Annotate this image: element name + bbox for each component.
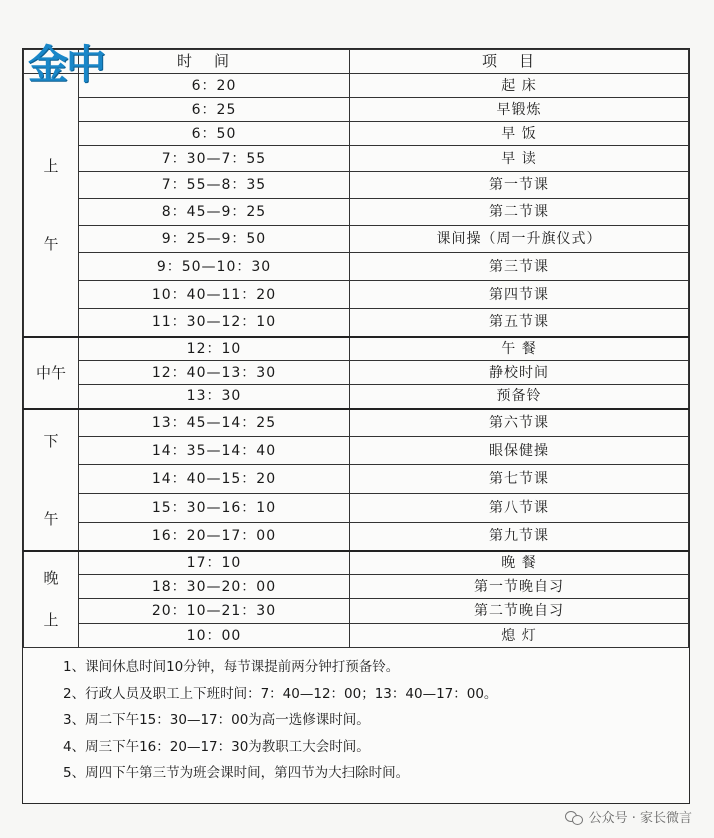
- time-cell: 15：30—16：10: [79, 494, 350, 523]
- time-cell: 11：30—12：10: [79, 309, 350, 337]
- table-row: [24, 361, 689, 385]
- item-cell: 第一节晚自习: [350, 575, 689, 599]
- time-cell: 8：45—9：25: [79, 199, 350, 226]
- time-cell: 9：50—10：30: [79, 253, 350, 281]
- notes-list: [23, 648, 689, 787]
- item-cell: 熄 灯: [350, 624, 689, 648]
- time-cell: 12：10: [79, 337, 350, 361]
- item-cell: 静校时间: [350, 361, 689, 385]
- time-cell: 12：40—13：30: [79, 361, 350, 385]
- time-cell: 6：20: [79, 74, 350, 98]
- table-row: [24, 199, 689, 226]
- table-row: [24, 172, 689, 199]
- time-cell: 7：55—8：35: [79, 172, 350, 199]
- table-row: [24, 122, 689, 146]
- table-row: [24, 309, 689, 337]
- table-row: [24, 523, 689, 551]
- time-cell: 18：30—20：00: [79, 575, 350, 599]
- watermark: [565, 807, 692, 826]
- period-label: 中午: [24, 337, 79, 409]
- table-row: [24, 337, 689, 361]
- item-cell: 预备铃: [350, 385, 689, 409]
- note-item: 3、周二下午15：30—17：00为高一选修课时间。: [63, 712, 370, 728]
- item-cell: 午 餐: [350, 337, 689, 361]
- item-cell: 第四节课: [350, 281, 689, 309]
- table-row: [24, 281, 689, 309]
- table-row: [24, 385, 689, 409]
- table-row: [24, 494, 689, 523]
- table-row: [24, 599, 689, 624]
- school-logo: 金中: [28, 42, 104, 88]
- time-cell: 10：40—11：20: [79, 281, 350, 309]
- item-cell: 眼保健操: [350, 437, 689, 465]
- period-label: 晚 上: [24, 551, 79, 648]
- time-cell: 20：10—21：30: [79, 599, 350, 624]
- time-cell: 7：30—7：55: [79, 146, 350, 172]
- item-cell: 晚 餐: [350, 551, 689, 575]
- time-cell: 6：25: [79, 98, 350, 122]
- time-cell: 13：45—14：25: [79, 409, 350, 437]
- item-cell: 第八节课: [350, 494, 689, 523]
- time-cell: 17：10: [79, 551, 350, 575]
- item-cell: 早 读: [350, 146, 689, 172]
- header-time: 时间: [79, 50, 350, 74]
- watermark-text: 公众号 · 家长微言: [588, 811, 692, 826]
- table-row: [24, 146, 689, 172]
- note-item: 1、课间休息时间10分钟，每节课提前两分钟打预备铃。: [63, 659, 400, 675]
- table-row: [24, 575, 689, 599]
- table-row: [24, 551, 689, 575]
- period-label: 上 午: [24, 74, 79, 337]
- item-cell: 第九节课: [350, 523, 689, 551]
- time-cell: 16：20—17：00: [79, 523, 350, 551]
- table-row: [24, 624, 689, 648]
- wechat-icon: [565, 809, 583, 825]
- time-cell: 14：35—14：40: [79, 437, 350, 465]
- note-item: 5、周四下午第三节为班会课时间，第四节为大扫除时间。: [63, 765, 410, 781]
- item-cell: 第六节课: [350, 409, 689, 437]
- note-item: 2、行政人员及职工上下班时间：7：40—12：00；13：40—17：00。: [63, 685, 498, 702]
- item-cell: 早锻炼: [350, 98, 689, 122]
- time-cell: 14：40—15：20: [79, 465, 350, 494]
- table-row: [24, 98, 689, 122]
- table-row: [24, 437, 689, 465]
- item-cell: 第五节课: [350, 309, 689, 337]
- item-cell: 课间操（周一升旗仪式）: [350, 226, 689, 253]
- table-row: [24, 465, 689, 494]
- item-cell: 第三节课: [350, 253, 689, 281]
- header-item: 项目: [350, 50, 689, 74]
- time-cell: 6：50: [79, 122, 350, 146]
- item-cell: 第二节晚自习: [350, 599, 689, 624]
- time-cell: 9：25—9：50: [79, 226, 350, 253]
- table-row: [24, 409, 689, 437]
- item-cell: 起 床: [350, 74, 689, 98]
- table-row: [24, 74, 689, 98]
- period-label: 下 午: [24, 409, 79, 551]
- schedule-table: [23, 49, 689, 648]
- header-row: [24, 50, 689, 74]
- item-cell: 第一节课: [350, 172, 689, 199]
- note-item: 4、周三下午16：20—17：30为教职工大会时间。: [63, 738, 370, 755]
- time-cell: 10：00: [79, 624, 350, 648]
- item-cell: 早 饭: [350, 122, 689, 146]
- item-cell: 第七节课: [350, 465, 689, 494]
- time-cell: 13：30: [79, 385, 350, 409]
- item-cell: 第二节课: [350, 199, 689, 226]
- table-row: [24, 226, 689, 253]
- schedule-sheet: [22, 48, 690, 804]
- table-row: [24, 253, 689, 281]
